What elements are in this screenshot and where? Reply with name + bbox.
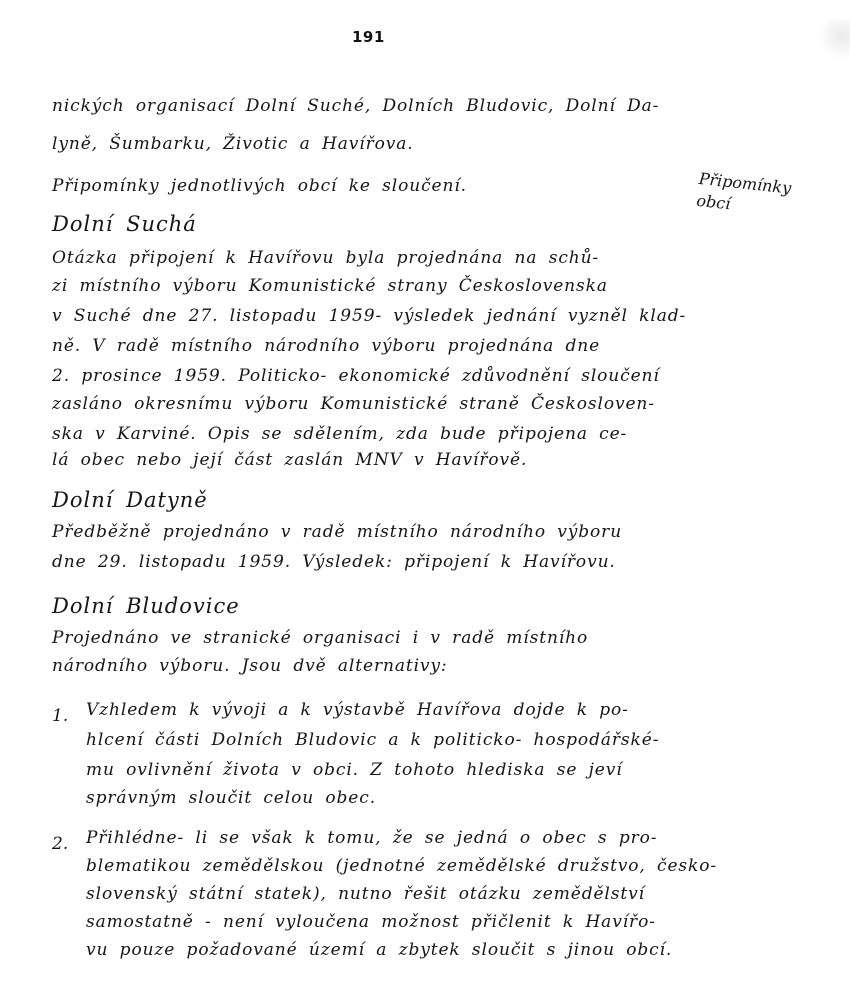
dolni-datyne-line-1: Předběžně projednáno v radě místního národního výboru <box>52 522 623 542</box>
dolni-sucha-line-6: zasláno okresnímu výboru Komunistické straně Českosloven- <box>52 394 655 414</box>
alternative-1-line-3: mu ovlivnění života v obci. Z tohoto hlediska se jeví <box>86 760 623 780</box>
dolni-sucha-line-8: lá obec nebo její část zaslán MNV v Havířově. <box>52 450 528 470</box>
alternative-1-line-4: správným sloučit celou obec. <box>86 788 376 808</box>
alternative-2-line-4: samostatně - není vyloučena možnost přičlenit k Havířo- <box>86 912 656 932</box>
heading-dolni-bludovice: Dolní Bludovice <box>52 594 240 618</box>
section-title: Připomínky jednotlivých obcí ke sloučení. <box>52 176 467 196</box>
intro-line-1: nických organisací Dolní Suché, Dolních Bludovic, Dolní Da- <box>52 96 660 116</box>
alternative-2-line-1: Přihlédne- li se však k tomu, že se jedná o obec s pro- <box>86 828 658 848</box>
alternative-1-line-2: hlcení části Dolních Bludovic a k politicko- hospodářské- <box>86 730 660 750</box>
margin-note <box>695 168 849 227</box>
heading-dolni-sucha: Dolní Suchá <box>52 212 197 236</box>
margin-note-line-1: Připomínky <box>697 168 793 198</box>
alternative-2-line-2: blematikou zemědělskou (jednotné zemědělské družstvo, česko- <box>86 856 718 876</box>
margin-note-line-2: obcí <box>695 190 732 214</box>
dolni-sucha-line-3: v Suché dne 27. listopadu 1959- výsledek jednání vyzněl klad- <box>52 306 687 326</box>
dolni-bludovice-line-2: národního výboru. Jsou dvě alternativy: <box>52 656 448 676</box>
heading-dolni-datyne: Dolní Datyně <box>52 488 208 512</box>
alternative-1-number: 1. <box>52 706 69 726</box>
dolni-sucha-line-4: ně. V radě místního národního výboru projednána dne <box>52 336 601 356</box>
dolni-sucha-line-2: zi místního výboru Komunistické strany Československa <box>52 276 608 296</box>
alternative-2-line-3: slovenský státní statek), nutno řešit otázku zemědělství <box>86 884 645 904</box>
dolni-sucha-line-7: ska v Karviné. Opis se sdělením, zda bude připojena ce- <box>52 424 628 444</box>
dolni-sucha-line-1: Otázka připojení k Havířovu byla projednána na schů- <box>52 248 600 268</box>
alternative-2-number: 2. <box>52 834 69 854</box>
dolni-datyne-line-2: dne 29. listopadu 1959. Výsledek: připojení k Havířovu. <box>52 552 616 572</box>
alternative-1-line-1: Vzhledem k vývoji a k výstavbě Havířova dojde k po- <box>86 700 629 720</box>
dolni-bludovice-line-1: Projednáno ve stranické organisaci i v radě místního <box>52 628 589 648</box>
dolni-sucha-line-5: 2. prosince 1959. Politicko- ekonomické zdůvodnění sloučení <box>52 366 660 386</box>
page-number: 191 <box>352 28 385 46</box>
alternative-2-line-5: vu pouze požadované území a zbytek sloučit s jinou obcí. <box>86 940 673 960</box>
intro-line-2: lyně, Šumbarku, Životic a Havířova. <box>52 134 414 154</box>
corner-smudge <box>810 20 850 60</box>
